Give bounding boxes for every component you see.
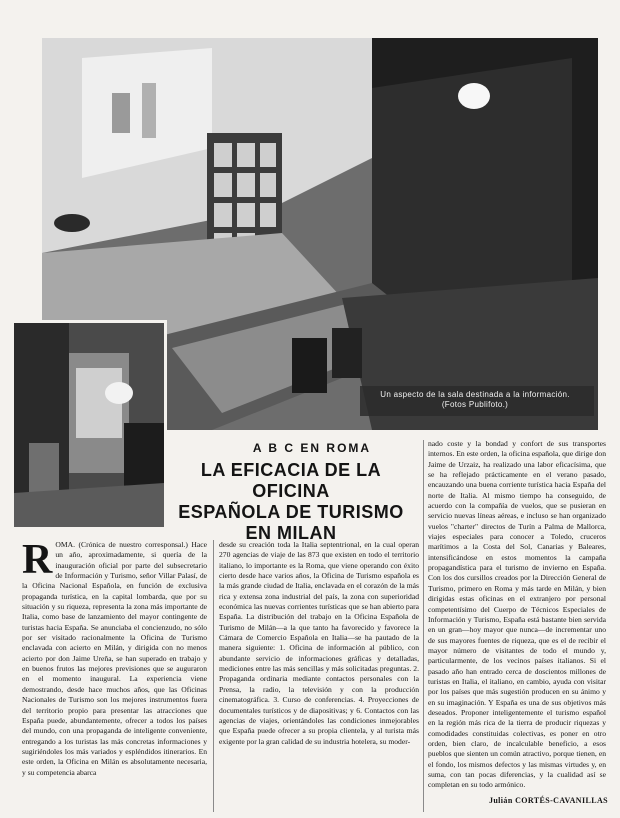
article-column-1 [22, 540, 207, 812]
article-column-3 [428, 439, 606, 814]
caption-line-2: (Fotos Publifoto.) [441, 400, 509, 409]
article-column-2 [219, 540, 419, 812]
column-3-text: nado coste y la bondad y confort de sus transportes internos. En este orden, la oficina española, que dirige don Jaime de Urzaiz, ha realizado una labor eficacísima, que se ha reflejado prácticamente en el verano pasado, encauzando una buena corriente turística hacia España del norte de Italia. Al mismo tiempo ha conseguido, de acuerdo con la compañía de vuelos, que se pusieran en servicio nuevas líneas aéreas, e incluso se han organizado vuelos "charter" directos de Turín a Palma de Mallorca, viajes especiales para conocer a Toledo, cruceros marítimos a la Costa del Sol, Canarias y Baleares, intensificándose en estos momentos la campaña propagandística para el turismo de invierno en España. Con los dos cursillos creados por la Dirección General de Turismo, primero en Roma y más tarde en Milán, y bien dirigidas estas oficinas en el extranjero por personal competentísimo del Cuerpo de Técnicos Especiales de Información y Turismo, España está bastante bien servida en un gran—hoy mayor que nunca—de incrementar uno de sus mayores fuentes de riqueza, que es el de recibir el mayor número de visitantes de todo el mundo y, particularmente, de los vecinos países italianos. Si el pasado año han entrado cerca de doscientos millones de turistas en Italia, el italiano, en cambio, ayuda con visitar por los países que más sugestión producen en su ánimo y en su imaginación. Y España es una de sus objetivos más deseados. Proponer inteligentemente el turismo español en la región más rica de la tierra de producir riquezas y comodidades constituidas colectivas, es poner en otro orden, bien claro, de incalculable beneficio, a esos pueblos que sienten un común atractivo, porque tienen, en el fondo, los mismos defectos y las mismas virtudes y, en suma, con tan pocas diferencias, y la cualidad así se completan en su todo armónico. [428, 439, 606, 790]
section-kicker: A B C EN ROMA [252, 441, 372, 455]
headline-line-3: EN MILAN [245, 523, 337, 543]
column-1-text: OMA. (Crónica de nuestro corresponsal.) Hace un año, aproximadamente, si quería de la inauguración oficial por parte del subsecretario de Información y Turismo, señor Villar Palasí, de la Oficina Nacional Española, en función de exclusiva propaganda turística, en la capital lombarda, que por su situación y su riqueza, representa la zona más importante de Italia, como base de lanzamiento del mayor contingente de turistas hacia España. Se anunciaba el concienzudo, no sólo por ser visitado racionalmente la Oficina de Turismo enclavada con acierto en Milán, y dirigida con no menos acierto por don Jaime Ureña, se han superado en trabajo y en buenos frutos las mejores previsiones que se auguraron en el momento inaugural. La experiencia viene demostrando, desde hace muchos años, que las Oficinas Nacionales de Turismo son los mejores instrumentos fuera del territorio propio para presentar las atracciones que España puede, abundantemente, ofrecer a todos los países del mundo, con una propaganda de inteligente conveniente, entregando a los turistas las más concretas informaciones y sugiriéndoles los más variados y espléndidos itinerarios. En este orden, la Oficina en Milán es absolutamente necesaria, y su competencia abarca [22, 540, 207, 777]
caption-line-1: Un aspecto de la sala destinada a la información. [380, 390, 570, 399]
column-divider [213, 540, 214, 812]
headline-line-2: ESPAÑOLA DE TURISMO [178, 502, 404, 522]
column-2-text: desde su creación toda la Italia septentrional, en la cual operan 270 agencias de viaje de las 873 que existen en todo el territorio italiano, lo importante es la Roma, que viene operando con éxito cierto desde hace varios años, la Oficina de Turismo española es la más grande ciudad de Italia, enclavada en el corazón de la más rica y extensa zona industrial del país, la zona con superioridad económica las nuevas corrientes turísticas que se han abierto para España. La distribución del trabajo en la Oficina Española de Turismo de Milán—a la que tanto ha favorecido y favorece la Cámara de Comercio Española en Italia—se ha pautado de la manera siguiente: 1. Oficina de información al público, con abundante servicio de informaciones gráficas y detalladas, mediciones entre las más sencillas y más solicitadas preguntas. 2. Propaganda ordinaria mediante contactos personales con la Prensa, la radio, la televisión y con la producción cinematográfica. 3. Curso de conferencias. 4. Proyecciones de documentales turísticos y de diapositivas; y 6. Contactos con las agencias de viajes, orientándoles las condiciones inmejorables que España puede ofrecer a su propia clientela, y al turista más exigente por la gran calidad de su industria hotelera, su moder- [219, 540, 419, 746]
column-divider [423, 440, 424, 812]
headline-line-1: LA EFICACIA DE LA OFICINA [200, 460, 382, 501]
headline [162, 460, 420, 544]
author-byline: Julián CORTÉS-CAVANILLAS [488, 796, 608, 805]
inset-photo [14, 320, 167, 527]
drop-cap: R [22, 540, 53, 583]
photo-caption [360, 390, 590, 410]
